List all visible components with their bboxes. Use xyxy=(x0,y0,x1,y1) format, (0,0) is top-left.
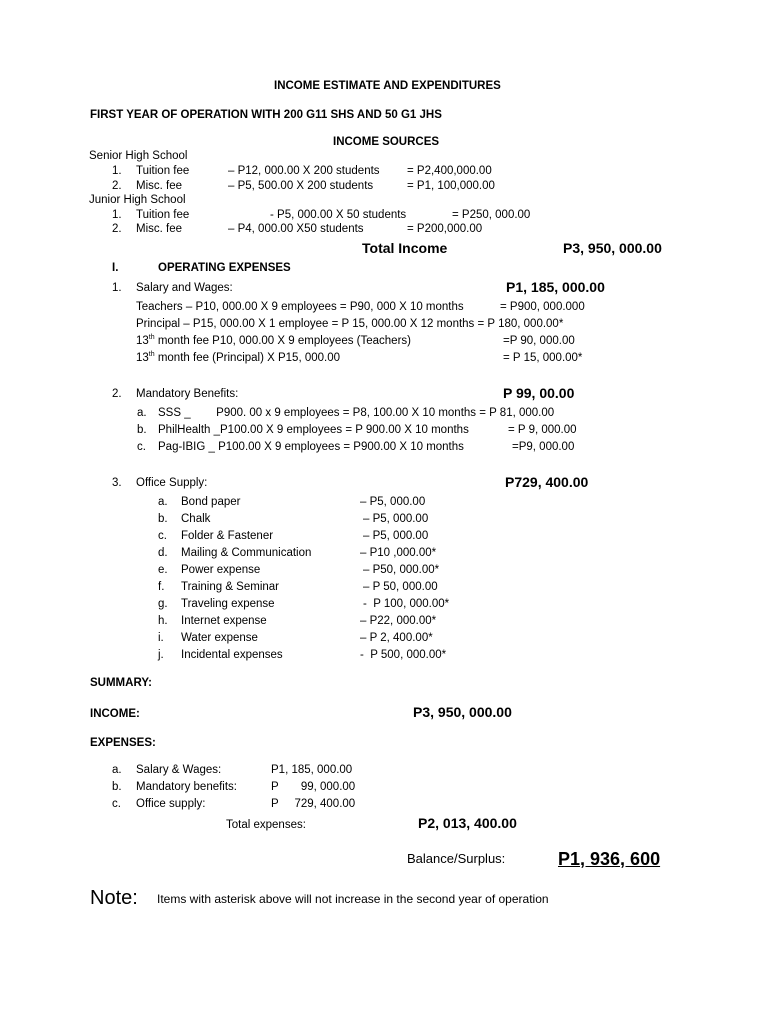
balance-label: Balance/Surplus: xyxy=(407,851,506,866)
shs-item-calc: – P12, 000.00 X 200 students xyxy=(228,165,380,177)
supply-item-value: – P10 ,000.00* xyxy=(360,547,437,559)
supply-item-label: Bond paper xyxy=(181,496,241,508)
summary-expenses-label: EXPENSES: xyxy=(90,737,156,749)
jhs-item-calc: - P5, 000.00 X 50 students xyxy=(270,209,407,221)
note-label: Note: xyxy=(90,887,138,909)
benefit-num: a. xyxy=(137,407,147,419)
ordinal-number: 13 xyxy=(136,352,149,364)
thirteenth-month-principal-result: = P 15, 000.00* xyxy=(503,352,583,364)
supply-item-value: – P5, 000.00 xyxy=(360,496,426,508)
balance-value: P1, 936, 600 xyxy=(558,849,661,869)
salary-num: 1. xyxy=(112,282,122,294)
supply-item-value: - P 100, 000.00* xyxy=(363,598,450,610)
supply-item-value: – P 2, 400.00* xyxy=(360,632,433,644)
summary-heading: SUMMARY: xyxy=(90,677,152,689)
ordinal-number: 13 xyxy=(136,335,149,347)
supply-heading: Office Supply: xyxy=(136,477,208,489)
thirteenth-month-text: month fee (Principal) X P15, 000.00 xyxy=(154,352,341,364)
document-subtitle: FIRST YEAR OF OPERATION WITH 200 G11 SHS AND 50 G1 JHS xyxy=(90,109,442,121)
supply-item-label: Training & Seminar xyxy=(181,581,280,593)
salary-line: Principal – P15, 000.00 X 1 employee = P 15, 000.00 X 12 months = P 180, 000.00* xyxy=(136,318,564,330)
shs-item-num: 2. xyxy=(112,180,122,192)
jhs-item-total: = P200,000.00 xyxy=(407,223,483,235)
supply-item-label: Chalk xyxy=(181,513,211,525)
supply-item-value: – P22, 000.00* xyxy=(360,615,437,627)
ordinal-suffix: th xyxy=(148,334,155,342)
shs-item-total: = P2,400,000.00 xyxy=(407,165,492,177)
supply-item-value: – P 50, 000.00 xyxy=(363,581,438,593)
salary-line-result: = P900, 000.000 xyxy=(500,301,585,313)
benefit-text: Pag-IBIG _ P100.00 X 9 employees = P900.00 X 10 months xyxy=(158,441,464,453)
supply-item-label: Folder & Fastener xyxy=(181,530,274,542)
shs-heading: Senior High School xyxy=(89,150,188,162)
shs-item-label: Tuition fee xyxy=(136,165,190,177)
summary-item-label: Salary & Wages: xyxy=(136,764,222,776)
summary-item-num: a. xyxy=(112,764,122,776)
shs-item-num: 1. xyxy=(112,165,122,177)
opex-heading: OPERATING EXPENSES xyxy=(158,262,291,274)
benefit-num: b. xyxy=(137,424,147,436)
jhs-heading: Junior High School xyxy=(89,194,186,206)
shs-item-total: = P1, 100,000.00 xyxy=(407,180,495,192)
benefit-result: =P9, 000.00 xyxy=(512,441,575,453)
ordinal-suffix: th xyxy=(148,351,155,359)
supply-item-label: Incidental expenses xyxy=(181,649,283,661)
jhs-item-num: 2. xyxy=(112,223,122,235)
salary-amount: P1, 185, 000.00 xyxy=(506,279,605,295)
supply-item-value: – P50, 000.00* xyxy=(363,564,440,576)
supply-item-value: – P5, 000.00 xyxy=(363,513,429,525)
summary-item-value: P 729, 400.00 xyxy=(271,798,356,810)
summary-income-value: P3, 950, 000.00 xyxy=(413,704,512,720)
salary-heading: Salary and Wages: xyxy=(136,282,233,294)
supply-item-label: Mailing & Communication xyxy=(181,547,312,559)
summary-item-label: Mandatory benefits: xyxy=(136,781,238,793)
supply-item-value: - P 500, 000.00* xyxy=(360,649,447,661)
benefit-result: = P 9, 000.00 xyxy=(508,424,577,436)
supply-item-label: Traveling expense xyxy=(181,598,275,610)
summary-item-label: Office supply: xyxy=(136,798,206,810)
supply-item-num: c. xyxy=(158,530,167,542)
benefit-text: SSS _ P900. 00 x 9 employees = P8, 100.00 X 10 months = P 81, 000.00 xyxy=(158,407,555,419)
supply-item-label: Power expense xyxy=(181,564,261,576)
jhs-item-label: Misc. fee xyxy=(136,223,183,235)
note-text: Items with asterisk above will not increase in the second year of operation xyxy=(157,892,549,906)
benefits-heading: Mandatory Benefits: xyxy=(136,388,239,400)
document-title: INCOME ESTIMATE AND EXPENDITURES xyxy=(274,80,501,92)
income-sources-heading: INCOME SOURCES xyxy=(333,136,440,148)
jhs-item-total: = P250, 000.00 xyxy=(452,209,531,221)
thirteenth-month-principal xyxy=(136,351,340,365)
thirteenth-month-text: month fee P10, 000.00 X 9 employees (Teachers) xyxy=(154,335,411,347)
summary-item-value: P 99, 000.00 xyxy=(271,781,356,793)
total-income-label: Total Income xyxy=(362,240,448,256)
opex-num: I. xyxy=(112,262,119,274)
benefit-text: PhilHealth _P100.00 X 9 employees = P 900.00 X 10 months xyxy=(158,424,469,436)
summary-item-num: c. xyxy=(112,798,121,810)
total-expenses-value: P2, 013, 400.00 xyxy=(418,815,517,831)
supply-item-num: b. xyxy=(158,513,168,525)
jhs-item-label: Tuition fee xyxy=(136,209,190,221)
benefits-amount: P 99, 00.00 xyxy=(503,385,575,401)
supply-item-value: – P5, 000.00 xyxy=(363,530,429,542)
supply-item-num: f. xyxy=(158,581,165,593)
thirteenth-month-teachers xyxy=(136,334,411,348)
supply-item-num: e. xyxy=(158,564,168,576)
thirteenth-month-teachers-result: =P 90, 000.00 xyxy=(503,335,575,347)
supply-num: 3. xyxy=(112,477,122,489)
supply-item-label: Internet expense xyxy=(181,615,267,627)
supply-item-num: a. xyxy=(158,496,168,508)
jhs-item-num: 1. xyxy=(112,209,122,221)
supply-item-num: i. xyxy=(158,632,164,644)
total-expenses-label: Total expenses: xyxy=(226,819,306,831)
summary-item-num: b. xyxy=(112,781,122,793)
jhs-item-calc: – P4, 000.00 X50 students xyxy=(228,223,364,235)
supply-item-num: h. xyxy=(158,615,168,627)
summary-income-label: INCOME: xyxy=(90,708,140,720)
summary-item-value: P1, 185, 000.00 xyxy=(271,764,353,776)
supply-item-num: j. xyxy=(158,649,164,661)
salary-line: Teachers – P10, 000.00 X 9 employees = P90, 000 X 10 months xyxy=(136,301,464,313)
benefits-num: 2. xyxy=(112,388,122,400)
supply-amount: P729, 400.00 xyxy=(505,474,589,490)
benefit-num: c. xyxy=(137,441,146,453)
supply-item-num: d. xyxy=(158,547,168,559)
supply-item-label: Water expense xyxy=(181,632,258,644)
total-income-value: P3, 950, 000.00 xyxy=(563,240,662,256)
shs-item-label: Misc. fee xyxy=(136,180,183,192)
supply-item-num: g. xyxy=(158,598,168,610)
shs-item-calc: – P5, 500.00 X 200 students xyxy=(228,180,374,192)
